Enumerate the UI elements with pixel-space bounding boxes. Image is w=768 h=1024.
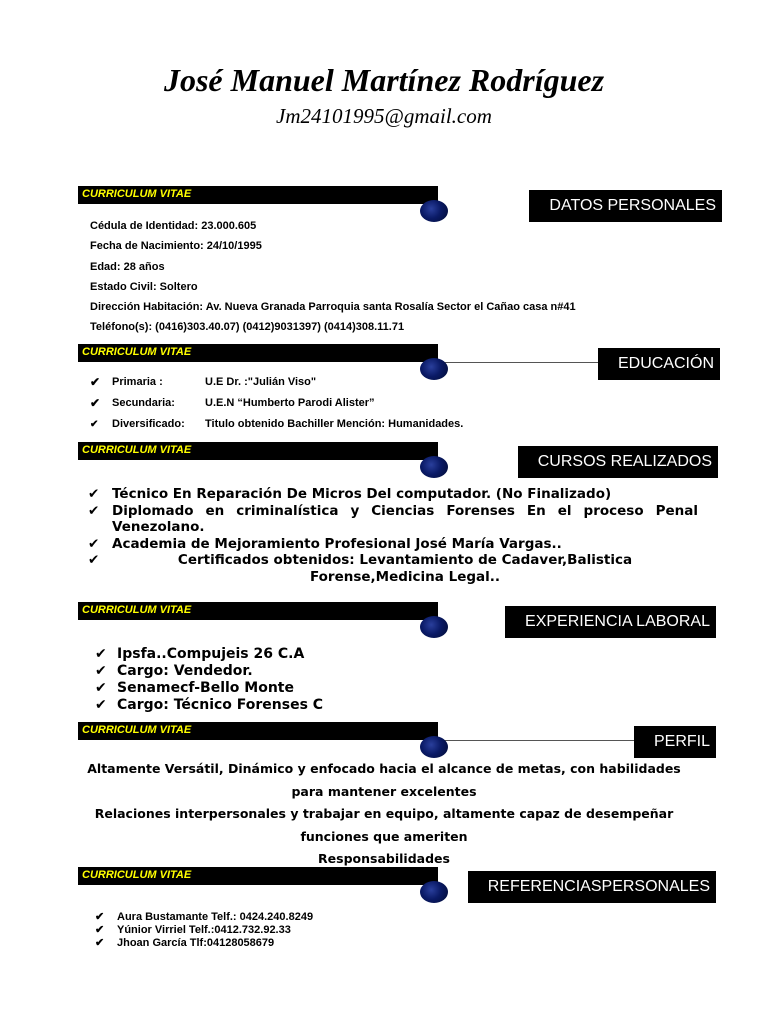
check-icon: ✔ xyxy=(95,663,107,679)
check-icon: ✔ xyxy=(90,396,101,410)
curriculum-vitae-tag: CURRICULUM VITAE xyxy=(82,346,192,358)
personal-id: Cédula de Identidad: 23.000.605 xyxy=(90,220,257,232)
curriculum-vitae-tag: CURRICULUM VITAE xyxy=(82,724,192,736)
experience-item: ✔ Cargo: Técnico Forenses C xyxy=(95,697,324,713)
course-item: ✔ Técnico En Reparación De Micros Del computador. (No Finalizado) xyxy=(88,486,612,502)
section-bar-references xyxy=(0,867,768,907)
check-icon: ✔ xyxy=(95,680,107,696)
section-title-courses: CURSOS REALIZADOS xyxy=(518,446,718,478)
check-icon: ✔ xyxy=(88,535,100,552)
curriculum-vitae-tag: CURRICULUM VITAE xyxy=(82,444,192,456)
personal-age: Edad: 28 años xyxy=(90,260,165,273)
personal-phones: Teléfono(s): (0416)303.40.07) (0412)9031397) (0414)308.11.71 xyxy=(90,321,405,334)
reference-item: ✔ Jhoan García Tlf:04128058679 xyxy=(95,937,275,949)
course-item: ✔ Certificados obtenidos: Levantamiento de Cadaver,Balistica Forense,Medicina Legal.. xyxy=(88,552,633,585)
experience-list xyxy=(95,646,323,714)
personal-address: Dirección Habitación: Av. Nueva Granada Parroquia santa Rosalía Sector el Cañao casa n#41 xyxy=(90,301,576,314)
reference-item: ✔ Aura Bustamante Telf.: 0424.240.8249 xyxy=(95,911,314,923)
check-icon: ✔ xyxy=(95,911,105,923)
check-icon: ✔ xyxy=(88,502,100,519)
personal-birthdate: Fecha de Nacimiento: 24/10/1995 xyxy=(90,240,262,253)
experience-item: ✔ Cargo: Vendedor. xyxy=(95,663,253,679)
check-icon: ✔ xyxy=(95,646,107,662)
section-title-education: EDUCACIÓN xyxy=(598,348,720,380)
check-icon: ✔ xyxy=(90,375,101,389)
section-title-experience: EXPERIENCIA LABORAL xyxy=(505,606,716,638)
courses-list xyxy=(88,486,698,585)
sphere-icon xyxy=(420,456,448,478)
curriculum-vitae-tag: CURRICULUM VITAE xyxy=(82,188,192,200)
references-list xyxy=(95,911,313,950)
check-icon: ✔ xyxy=(90,419,99,430)
course-item: ✔ Diplomado en criminalística y Ciencias Forenses En el proceso Penal Venezolano. xyxy=(88,502,698,535)
personal-data-list xyxy=(90,216,576,338)
profile-text: Altamente Versátil, Dinámico y enfocado hacia el alcance de metas, con habilidades para mantener excelentes Relaciones interpersonales y trabajar en equipo, altamente capaz de desempeñar funciones que ameriten Responsabilidades xyxy=(87,761,681,866)
curriculum-vitae-tag: CURRICULUM VITAE xyxy=(82,604,192,616)
reference-item: ✔ Yúnior Virriel Telf.:0412.732.92.33 xyxy=(95,924,291,936)
section-title-personal: DATOS PERSONALES xyxy=(529,190,722,222)
candidate-name: José Manuel Martínez Rodríguez xyxy=(163,62,605,98)
experience-item: ✔ Senamecf-Bello Monte xyxy=(95,680,294,696)
check-icon: ✔ xyxy=(95,937,105,949)
check-icon: ✔ xyxy=(88,552,100,568)
sphere-icon xyxy=(420,881,448,903)
check-icon: ✔ xyxy=(95,924,105,936)
course-item: ✔ Academia de Mejoramiento Profesional José María Vargas.. xyxy=(88,535,562,552)
section-bar-profile xyxy=(0,722,768,762)
sphere-icon xyxy=(420,736,448,758)
candidate-email: Jm24101995@gmail.com xyxy=(276,104,492,128)
check-icon: ✔ xyxy=(95,697,107,713)
section-bar-experience xyxy=(0,602,768,642)
section-title-profile: PERFIL xyxy=(634,726,716,758)
personal-civil-status: Estado Civil: Soltero xyxy=(90,280,198,293)
sphere-icon xyxy=(420,358,448,380)
experience-item: ✔ Ipsfa..Compujeis 26 C.A xyxy=(95,646,305,662)
check-icon: ✔ xyxy=(88,486,100,502)
curriculum-vitae-tag: CURRICULUM VITAE xyxy=(82,869,192,881)
sphere-icon xyxy=(420,616,448,638)
section-bar-courses xyxy=(0,442,768,482)
section-title-references: REFERENCIASPERSONALES xyxy=(468,871,716,903)
